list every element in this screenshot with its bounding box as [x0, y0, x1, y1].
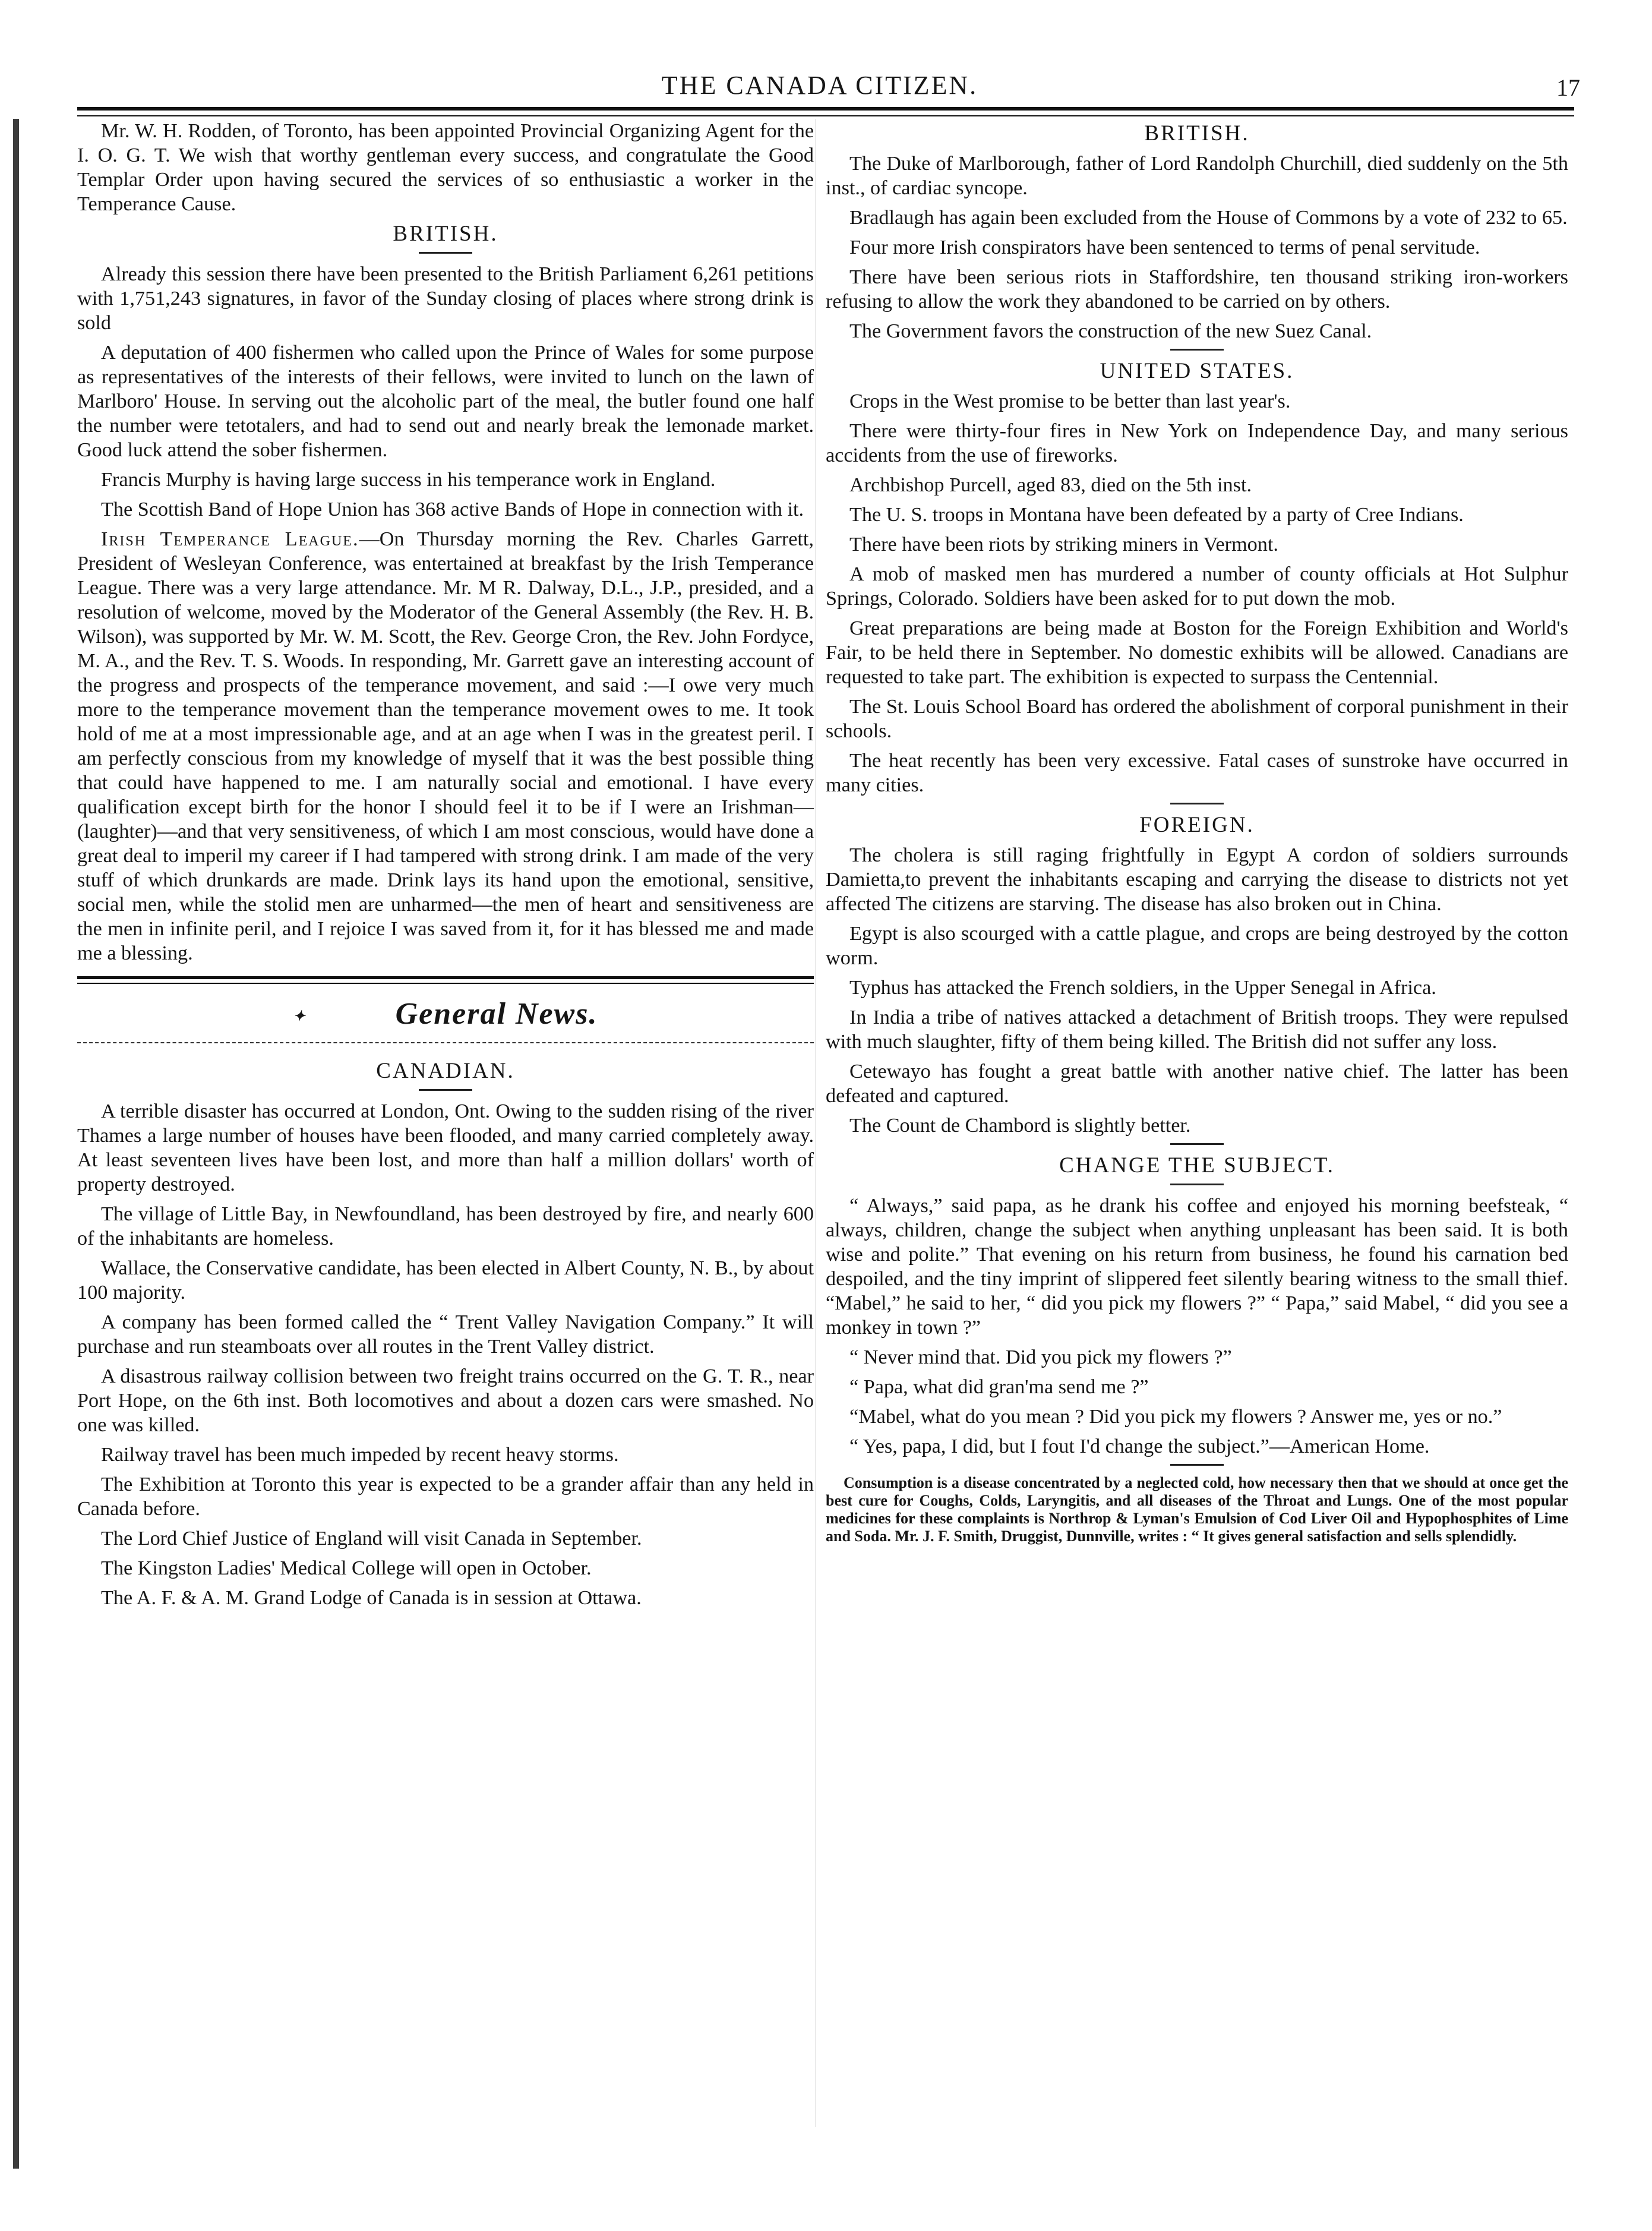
section-rule [1170, 1143, 1224, 1145]
story-paragraph: “Mabel, what do you mean ? Did you pick my flowers ? Answer me, yes or no.” [849, 1406, 1502, 1428]
canadian-paragraph: A terrible disaster has occurred at London, Ont. Owing to the sudden rising of the river Thames a large number of houses have been flooded, and many carried completely away. At least seventeen lives have been lost, and more than half a million dollars' worth of property destroyed. [77, 1100, 814, 1195]
right-column [826, 119, 1568, 1545]
section-rule [1170, 1464, 1224, 1466]
advertisement-notice [826, 1474, 1568, 1545]
us-news-item: Crops in the West promise to be better than last year's. [849, 390, 1291, 412]
canadian-paragraph: The Lord Chief Justice of England will visit Canada in September. [101, 1527, 642, 1550]
rodden-paragraph: Mr. W. H. Rodden, of Toronto, has been appointed Provincial Organizing Agent for the I. O. G. T. We wish that worthy gentleman every success, and congratulate the Good Templar Order upon having secured the services of so enthusiastic a worker in the Temperance Cause. [77, 120, 814, 215]
british-paragraph: The Scottish Band of Hope Union has 368 active Bands of Hope in connection with it. [101, 498, 804, 520]
section-rule [419, 1089, 472, 1091]
us-news-item: Archbishop Purcell, aged 83, died on the 5th inst. [849, 474, 1252, 496]
dashed-rule [77, 1042, 814, 1043]
us-news-item: The U. S. troops in Montana have been defeated by a party of Cree Indians. [849, 504, 1464, 526]
general-news-title [77, 997, 814, 1031]
us-news-item: There have been riots by striking miners in Vermont. [849, 534, 1278, 556]
british-paragraph: Already this session there have been presented to the British Parliament 6,261 petitions with 1,751,243 signatures, in favor of the Sunday closing of places where strong drink is sold [77, 263, 814, 334]
canadian-paragraph: The Kingston Ladies' Medical College will open in October. [101, 1557, 592, 1579]
us-news-item: Great preparations are being made at Boston for the Foreign Exhibition and World's Fair, to be held there in September. No domestic exhibits will be allowed. Canadians are requested to take part. The exhibition is expected to surpass the Centennial. [826, 617, 1568, 688]
foreign-news-item: In India a tribe of natives attacked a detachment of British troops. They were repulsed with much slaughter, fifty of them being killed. The British did not suffer any loss. [826, 1006, 1568, 1053]
us-news-item: There were thirty-four fires in New York on Independence Day, and many serious accidents from the use of fireworks. [826, 420, 1568, 466]
notice-text: Consumption is a disease concentrated by a neglected cold, how necessary then that we should at once get the best cure for Coughs, Colds, Laryngitis, and all diseases of the Throat and Lungs. One of the most popular medicines for these complaints is Northrop & Lyman's Emulsion of Cod Liver Oil and Hypophosphites of Lime and Soda. Mr. J. F. Smith, Druggist, Dunnville, writes : “ It gives general satisfaction and sells splendidly. [826, 1474, 1568, 1545]
left-column [77, 119, 814, 1615]
british-paragraph: Francis Murphy is having large success in his temperance work in England. [101, 469, 716, 491]
page-number: 17 [1556, 74, 1580, 101]
general-news-title-text: General News. [395, 997, 598, 1031]
running-head [77, 70, 1580, 106]
foreign-news-item: Typhus has attacked the French soldiers, in the Upper Senegal in Africa. [849, 977, 1436, 999]
us-news-item: The heat recently has been very excessive. Fatal cases of sunstroke have occurred in many cities. [826, 750, 1568, 796]
irish-temperance-paragraph [77, 527, 814, 965]
united-states-heading: UNITED STATES. [1100, 359, 1294, 383]
story-paragraph: “ Papa, what did gran'ma send me ?” [849, 1376, 1149, 1398]
foreign-heading: FOREIGN. [1139, 813, 1255, 837]
header-rule [77, 107, 1574, 116]
british-news-item: Bradlaugh has again been excluded from the House of Commons by a vote of 232 to 65. [849, 207, 1568, 229]
british-news-item: The Duke of Marlborough, father of Lord Randolph Churchill, died suddenly on the 5th inst., of cardiac syncope. [826, 153, 1568, 199]
section-rule [1170, 349, 1224, 351]
story-paragraph: “ Never mind that. Did you pick my flowers ?” [849, 1346, 1232, 1368]
canadian-paragraph: A company has been formed called the “ Trent Valley Navigation Company.” It will purchase and run steamboats over all routes in the Trent Valley district. [77, 1311, 814, 1358]
british-paragraph: A deputation of 400 fishermen who called upon the Prince of Wales for some purpose as representatives of the interests of their fellows, were invited to lunch on the lawn of Marlboro' House. In serving out the alcoholic part of the meal, the butler found one half the number were tetotalers, and had to send out and nearly break the lemonade market. Good luck attend the sober fishermen. [77, 342, 814, 461]
story-paragraph: “ Yes, papa, I did, but I fout I'd change the subject.”—American Home. [849, 1435, 1430, 1457]
canadian-paragraph: The Exhibition at Toronto this year is expected to be a grander affair than any held in Canada before. [77, 1473, 814, 1520]
canadian-paragraph: Railway travel has been much impeded by recent heavy storms. [101, 1443, 619, 1466]
double-rule [77, 976, 814, 984]
foreign-news-item: The cholera is still raging frightfully in Egypt A cordon of soldiers surrounds Damietta,to prevent the inhabitants escaping and carrying the disease to districts not yet affected The citizens are starving. The disease has also broken out in China. [826, 844, 1568, 915]
british-heading-left: BRITISH. [393, 222, 498, 246]
foreign-news-item: The Count de Chambord is slightly better. [849, 1115, 1191, 1137]
british-heading-right: BRITISH. [1144, 121, 1250, 146]
british-news-item: There have been serious riots in Staffordshire, ten thousand striking iron-workers refusing to allow the work they abandoned to be carried on by others. [826, 266, 1568, 313]
canadian-heading: CANADIAN. [376, 1058, 515, 1083]
irish-temperance-text: —On Thursday morning the Rev. Charles Garrett, President of Wesleyan Conference, was entertained at breakfast by the Irish Temperance League. There was a very large attendance. Mr. M R. Dalway, D.L., J.P., presided, and a resolution of welcome, moved by the Moderator of the General Assembly (the Rev. H. B. Wilson), was supported by Mr. W. M. Scott, the Rev. George Cron, the Rev. John Fordyce, M. A., and the Rev. T. S. Woods. In responding, Mr. Garrett gave an interesting account of the progress and prospects of the temperance movement, and said :—I owe very much more to the temperance movement than the temperance movement owes to me. It took hold of me at a most impressionable age, and at an age when I was in the greatest peril. I am perfectly conscious from my knowledge of myself that it was the best possible thing that could have happened to me. I am naturally social and emotional. I have every qualification except birth for the honor I should feel it to be if I were an Irishman—(laughter)—and that very sensitiveness, of which I am most conscious, would have done a great deal to imperil my career if I had tampered with strong drink. I am made of the very stuff of which drunkards are made. Drink lays its hand upon the emotional, sensitive, social men, while the stolid men are unharmed—the men of heart and sensitiveness are the men in infinite peril, and I rejoice I was saved from it, for it has blessed me and made me a blessing. [77, 528, 814, 964]
british-news-item: The Government favors the construction of the new Suez Canal. [849, 320, 1372, 342]
us-news-item: The St. Louis School Board has ordered the abolishment of corporal punishment in their schools. [826, 696, 1568, 742]
canadian-paragraph: The village of Little Bay, in Newfoundland, has been destroyed by fire, and nearly 600 of the inhabitants are homeless. [77, 1203, 814, 1249]
canadian-paragraph: Wallace, the Conservative candidate, has been elected in Albert County, N. B., by about 100 majority. [77, 1257, 814, 1304]
section-rule [419, 252, 472, 254]
canadian-paragraph: The A. F. & A. M. Grand Lodge of Canada is in session at Ottawa. [101, 1586, 642, 1609]
foreign-news-item: Egypt is also scourged with a cattle plague, and crops are being destroyed by the cotton worm. [826, 923, 1568, 969]
section-rule [1170, 1184, 1224, 1185]
us-news-item: A mob of masked men has murdered a number of county officials at Hot Sulphur Springs, Colorado. Soldiers have been asked for to put down the mob. [826, 563, 1568, 610]
story-paragraph: “ Always,” said papa, as he drank his coffee and enjoyed his morning beefsteak, “ always, children, change the subject when anything unpleasant has been said. It is both wise and polite.” That evening on his return from business, he found his carnation bed despoiled, and the tiny imprint of slippered feet silently bearing witness to the small thief. “Mabel,” he said to her, “ did you pick my flowers ?” “ Papa,” said Mabel, “ did you see a monkey in town ?” [826, 1195, 1568, 1339]
canadian-paragraph: A disastrous railway collision between two freight trains occurred on the G. T. R., near Port Hope, on the 6th inst. Both locomotives and about a dozen cars were smashed. No one was killed. [77, 1365, 814, 1436]
ornament-icon: ✦ [293, 1008, 307, 1024]
publication-title: THE CANADA CITIZEN. [661, 71, 978, 100]
change-the-subject-heading: CHANGE THE SUBJECT. [1059, 1153, 1335, 1178]
foreign-news-item: Cetewayo has fought a great battle with another native chief. The latter has been defeated and captured. [826, 1061, 1568, 1107]
section-rule [1170, 803, 1224, 804]
page-binding-edge [13, 119, 19, 2169]
irish-temperance-label: Irish Temperance League. [101, 528, 359, 550]
british-news-item: Four more Irish conspirators have been sentenced to terms of penal servitude. [849, 236, 1480, 258]
